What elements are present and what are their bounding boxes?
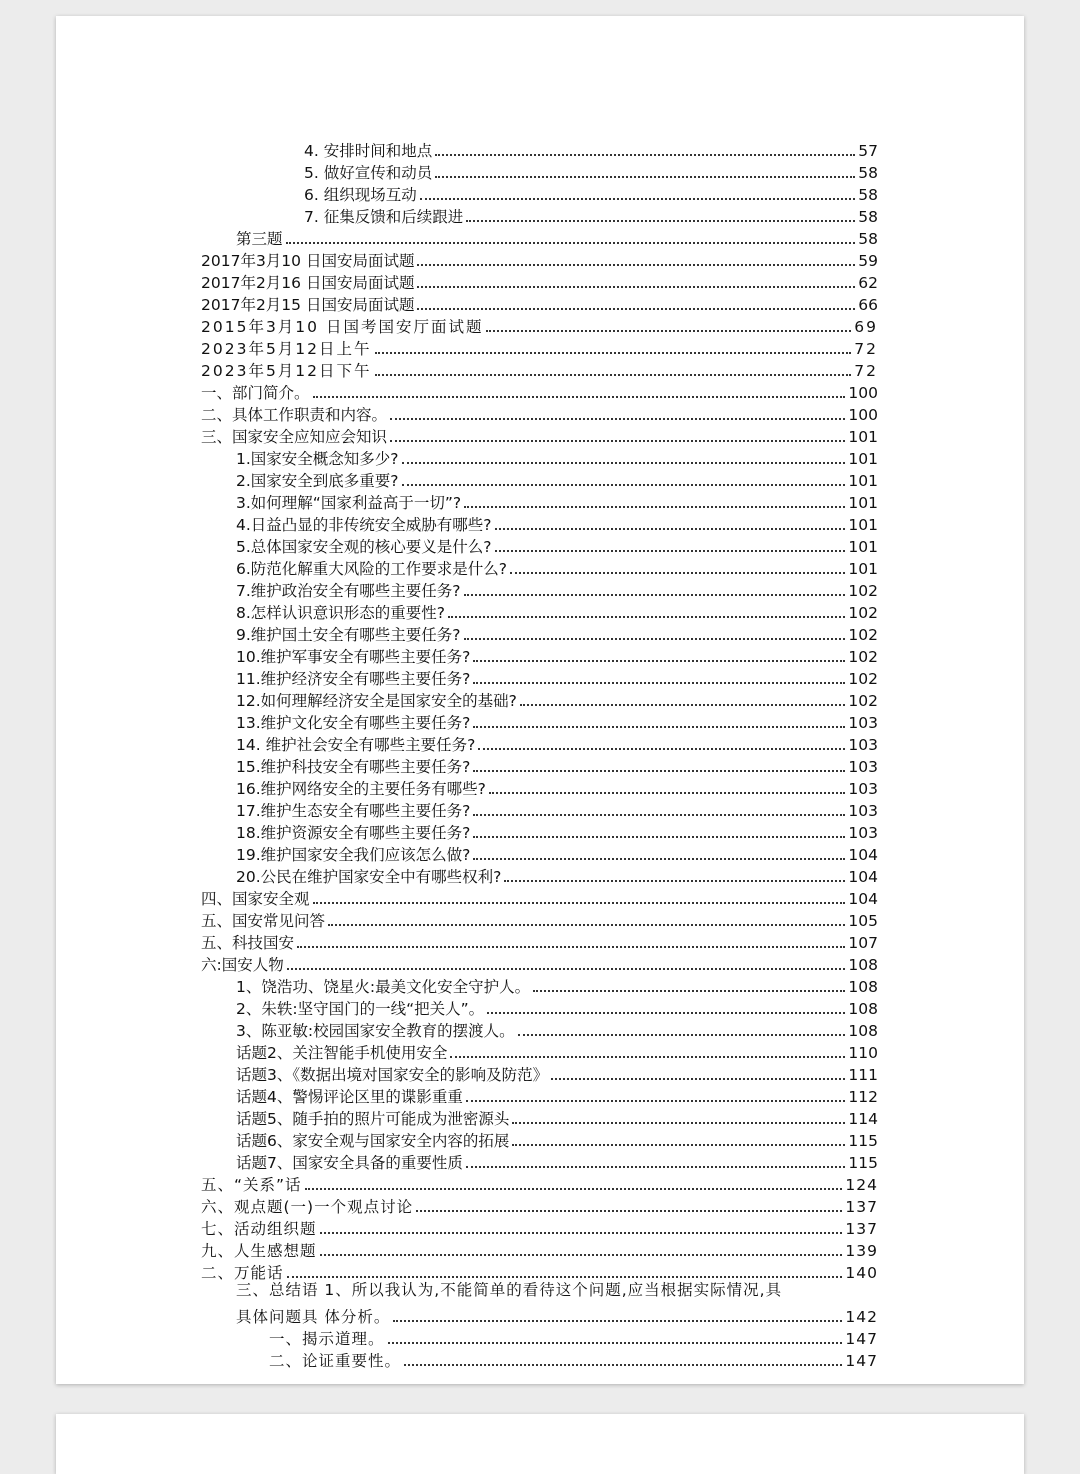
toc-entry[interactable] [201, 1195, 878, 1217]
toc-entry-page: 137 [845, 1220, 878, 1238]
toc-entry-page: 102 [848, 692, 878, 710]
toc-entry[interactable] [236, 1107, 878, 1129]
dot-leader [297, 946, 845, 948]
toc-entry-title: 话题4、警惕评论区里的谍影重重 [236, 1088, 463, 1106]
toc-entry-title: 14. 维护社会安全有哪些主要任务? [236, 736, 476, 754]
dot-leader [551, 1078, 845, 1080]
toc-entry[interactable] [236, 711, 878, 733]
toc-entry[interactable] [269, 1349, 878, 1371]
dot-leader [473, 858, 845, 860]
toc-entry[interactable] [236, 843, 878, 865]
dot-leader [287, 1276, 843, 1278]
dot-leader [286, 242, 856, 244]
document-page [56, 16, 1024, 1384]
toc-entry-title: 12.如何理解经济安全是国家安全的基础? [236, 692, 517, 710]
toc-entry-title: 9.维护国土安全有哪些主要任务? [236, 626, 461, 644]
toc-entry-title: 13.维护文化安全有哪些主要任务? [236, 714, 471, 732]
dot-leader [320, 1254, 843, 1256]
toc-entry[interactable] [236, 667, 878, 689]
toc-entry-page: 58 [858, 186, 878, 204]
toc-entry-page: 72 [854, 362, 878, 380]
toc-entry[interactable] [304, 139, 878, 161]
dot-leader [486, 330, 851, 332]
toc-entry-page: 115 [848, 1132, 878, 1150]
dot-leader [287, 968, 846, 970]
toc-entry-title: 三、国家安全应知应会知识 [201, 428, 388, 446]
toc-entry-title: 话题7、国家安全具备的重要性质 [236, 1154, 463, 1172]
toc-entry-page: 101 [848, 472, 878, 490]
toc-entry-page: 147 [845, 1352, 878, 1370]
toc-entry[interactable] [201, 403, 878, 425]
toc-entry-page: 104 [848, 846, 878, 864]
toc-entry[interactable] [201, 1217, 878, 1239]
toc-entry[interactable] [201, 1239, 878, 1261]
toc-entry-page: 108 [848, 956, 878, 974]
toc-entry-page: 114 [848, 1110, 878, 1128]
toc-entry-page: 104 [848, 868, 878, 886]
toc-entry-title: 五、“关系”话 [201, 1176, 302, 1194]
toc-entry-title: 话题3、《数据出境对国家安全的影响及防范》 [236, 1066, 549, 1084]
dot-leader [404, 1364, 842, 1366]
toc-entry-title: 九、人生感想题 [201, 1242, 317, 1260]
dot-leader [450, 1056, 845, 1058]
toc-entry-page: 107 [848, 934, 878, 952]
toc-entry-page: 72 [854, 340, 878, 358]
toc-entry-title: 六:国安人物 [201, 956, 284, 974]
dot-leader [510, 572, 845, 574]
toc-entry-title: 16.维护网络安全的主要任务有哪些? [236, 780, 486, 798]
toc-entry-title: 2、朱轶:坚守国门的一线“把关人”。 [236, 1000, 485, 1018]
toc-entry-title: 具体问题具 体分析。 [236, 1308, 391, 1326]
toc-entry-title: 3.如何理解“国家利益高于一切”? [236, 494, 462, 512]
toc-entry[interactable] [236, 755, 878, 777]
toc-entry[interactable] [201, 425, 878, 447]
dot-leader [512, 1122, 845, 1124]
toc-entry-page: 103 [848, 824, 878, 842]
dot-leader [464, 506, 845, 508]
toc-entry[interactable] [236, 1041, 878, 1063]
dot-leader [328, 924, 845, 926]
toc-entry-page: 137 [845, 1198, 878, 1216]
toc-entry[interactable] [236, 513, 878, 535]
toc-entry[interactable] [236, 227, 878, 249]
toc-entry[interactable] [236, 557, 878, 579]
toc-entry[interactable] [236, 1063, 878, 1085]
dot-leader [466, 1166, 846, 1168]
toc-entry-title: 4. 安排时间和地点 [304, 142, 433, 160]
toc-entry-page: 105 [848, 912, 878, 930]
dot-leader [464, 638, 846, 640]
dot-leader [305, 1188, 843, 1190]
toc-entry-page: 102 [848, 582, 878, 600]
toc-entry[interactable] [201, 931, 878, 953]
toc-entry-title: 10.维护军事安全有哪些主要任务? [236, 648, 471, 666]
toc-entry-page: 58 [858, 164, 878, 182]
toc-entry[interactable] [236, 1019, 878, 1041]
toc-entry[interactable] [201, 337, 878, 359]
toc-entry[interactable] [236, 1151, 878, 1173]
toc-entry[interactable] [236, 997, 878, 1019]
toc-entry-title: 8.怎样认识意识形态的重要性? [236, 604, 446, 622]
dot-leader [520, 704, 846, 706]
toc-entry[interactable] [201, 887, 878, 909]
toc-entry-title: 7. 征集反馈和后续跟进 [304, 208, 464, 226]
dot-leader [320, 1232, 843, 1234]
toc-entry-page: 102 [848, 626, 878, 644]
dot-leader [473, 770, 845, 772]
toc-entry-page: 104 [848, 890, 878, 908]
dot-leader [504, 880, 845, 882]
toc-entry-title: 6.防范化解重大风险的工作要求是什么? [236, 560, 508, 578]
dot-leader [313, 396, 846, 398]
toc-entry-title: 二、具体工作职责和内容。 [201, 406, 388, 424]
toc-entry-page: 115 [848, 1154, 878, 1172]
toc-entry-page: 108 [848, 1022, 878, 1040]
toc-entry[interactable] [269, 1327, 878, 1349]
dot-leader [313, 902, 846, 904]
dot-leader [495, 550, 846, 552]
toc-entry-title: 1、饶浩功、饶星火:最美文化安全守护人。 [236, 978, 531, 996]
toc-entry[interactable] [236, 1085, 878, 1107]
toc-entry-page: 103 [848, 802, 878, 820]
toc-entry-title: 4.日益凸显的非传统安全威胁有哪些? [236, 516, 492, 534]
toc-entry-title: 3、陈亚敏:校园国家安全教育的摆渡人。 [236, 1022, 515, 1040]
toc-entry-title: 第三题 [236, 230, 283, 248]
toc-entry-title: 四、国家安全观 [201, 890, 310, 908]
dot-leader [478, 748, 845, 750]
toc-entry-page: 101 [848, 538, 878, 556]
dot-leader [495, 528, 846, 530]
toc-entry[interactable] [236, 601, 878, 623]
toc-entry-title: 五、国安常见问答 [201, 912, 326, 930]
toc-entry[interactable] [236, 733, 878, 755]
toc-entry[interactable] [201, 249, 878, 271]
dot-leader [466, 1100, 846, 1102]
toc-entry-page: 57 [858, 142, 878, 160]
toc-entry-page: 62 [858, 274, 878, 292]
dot-leader [417, 308, 855, 310]
dot-leader [375, 374, 852, 376]
dot-leader [435, 154, 855, 156]
toc-entry-title: 6. 组织现场互动 [304, 186, 417, 204]
toc-entry-page: 103 [848, 780, 878, 798]
toc-entry-page: 108 [848, 1000, 878, 1018]
toc-entry-title: 2023年5月12日上午 [201, 340, 372, 358]
dot-leader [402, 484, 846, 486]
dot-leader [390, 440, 845, 442]
toc-entry-page: 66 [858, 296, 878, 314]
toc-entry-title: 5. 做好宣传和动员 [304, 164, 433, 182]
toc-entry-title: 20.公民在维护国家安全中有哪些权利? [236, 868, 502, 886]
dot-leader [417, 264, 855, 266]
toc-entry[interactable] [236, 975, 878, 997]
toc-entry[interactable] [236, 1129, 878, 1151]
toc-entry[interactable] [236, 645, 878, 667]
dot-leader [466, 220, 855, 222]
toc-entry-page: 142 [845, 1308, 878, 1326]
dot-leader [402, 462, 846, 464]
toc-entry-page: 111 [848, 1066, 878, 1084]
dot-leader [420, 198, 856, 200]
toc-entry[interactable] [236, 623, 878, 645]
dot-leader [473, 682, 845, 684]
toc-entry-page: 101 [848, 450, 878, 468]
toc-entry-title: 17.维护生态安全有哪些主要任务? [236, 802, 471, 820]
toc-entry-page: 103 [848, 736, 878, 754]
toc-entry[interactable] [201, 315, 878, 337]
toc-entry-title: 2015年3月10 日国考国安厅面试题 [201, 318, 484, 336]
toc-entry-page: 101 [848, 428, 878, 446]
dot-leader [390, 418, 845, 420]
toc-entry[interactable] [236, 1305, 878, 1327]
dot-leader [473, 814, 845, 816]
toc-entry-title: 话题2、关注智能手机使用安全 [236, 1044, 448, 1062]
dot-leader [388, 1342, 843, 1344]
toc-entry-title: 二、论证重要性。 [269, 1352, 402, 1370]
toc-entry-title: 2023年5月12日下午 [201, 362, 372, 380]
toc-entry-page: 58 [858, 208, 878, 226]
dot-leader [473, 660, 845, 662]
toc-entry-page: 101 [848, 494, 878, 512]
toc-entry[interactable] [201, 381, 878, 403]
dot-leader [518, 1034, 846, 1036]
toc-entry-page: 108 [848, 978, 878, 996]
toc-entry[interactable] [201, 271, 878, 293]
toc-entry[interactable] [236, 777, 878, 799]
dot-leader [487, 1012, 845, 1014]
toc-entry-title: 一、揭示道理。 [269, 1330, 385, 1348]
toc-entry-title: 19.维护国家安全我们应该怎么做? [236, 846, 471, 864]
toc-entry-page: 101 [848, 560, 878, 578]
toc-entry[interactable] [201, 1173, 878, 1195]
toc-entry-page: 124 [845, 1176, 878, 1194]
toc-entry-page: 100 [848, 384, 878, 402]
toc-entry-title: 11.维护经济安全有哪些主要任务? [236, 670, 471, 688]
toc-entry[interactable] [236, 491, 878, 513]
dot-leader [393, 1320, 842, 1322]
dot-leader [375, 352, 852, 354]
toc-entry[interactable] [236, 689, 878, 711]
toc-entry-page: 69 [854, 318, 878, 336]
toc-entry-title: 2017年2月15 日国安局面试题 [201, 296, 415, 314]
toc-entry-page: 59 [858, 252, 878, 270]
toc-entry[interactable] [201, 293, 878, 315]
toc-entry[interactable] [236, 447, 878, 469]
dot-leader [464, 594, 846, 596]
toc-entry-page: 100 [848, 406, 878, 424]
toc-entry[interactable] [236, 821, 878, 843]
toc-entry[interactable] [236, 865, 878, 887]
toc-entry-title: 一、部门简介。 [201, 384, 310, 402]
toc-entry-page: 58 [858, 230, 878, 248]
dot-leader [417, 286, 855, 288]
toc-entry-page: 147 [845, 1330, 878, 1348]
toc-entry[interactable] [201, 953, 878, 975]
table-of-contents [56, 16, 1024, 1384]
next-page [56, 1414, 1024, 1474]
toc-entry-title: 2017年2月16 日国安局面试题 [201, 274, 415, 292]
toc-entry[interactable] [304, 183, 878, 205]
toc-entry-page: 112 [848, 1088, 878, 1106]
toc-entry-page: 103 [848, 758, 878, 776]
toc-entry-page: 110 [848, 1044, 878, 1062]
toc-entry-title: 2017年3月10 日国安局面试题 [201, 252, 415, 270]
dot-leader [533, 990, 845, 992]
toc-entry-page: 139 [845, 1242, 878, 1260]
toc-entry-title: 18.维护资源安全有哪些主要任务? [236, 824, 471, 842]
dot-leader [473, 836, 845, 838]
toc-entry-page: 101 [848, 516, 878, 534]
toc-entry-title: 话题5、随手拍的照片可能成为泄密源头 [236, 1110, 510, 1128]
toc-entry-title: 二、万能话 [201, 1264, 284, 1282]
toc-entry[interactable] [201, 359, 878, 381]
dot-leader [489, 792, 846, 794]
toc-entry-title: 2.国家安全到底多重要? [236, 472, 399, 490]
toc-entry-title: 五、科技国安 [201, 934, 295, 952]
toc-entry-title: 六、观点题(一)一个观点讨论 [201, 1198, 414, 1216]
toc-entry-page: 102 [848, 648, 878, 666]
toc-entry[interactable] [236, 579, 878, 601]
toc-entry-page: 140 [845, 1264, 878, 1282]
toc-entry[interactable] [236, 799, 878, 821]
toc-entry[interactable] [236, 535, 878, 557]
dot-leader [512, 1144, 845, 1146]
toc-entry-title: 话题6、家安全观与国家安全内容的拓展 [236, 1132, 510, 1150]
toc-entry[interactable] [304, 205, 878, 227]
toc-entry[interactable] [304, 161, 878, 183]
toc-entry[interactable] [201, 909, 878, 931]
dot-leader [416, 1210, 842, 1212]
toc-wrapped-text: 三、总结语 1、所以我认为,不能简单的看待这个问题,应当根据实际情况,具 [236, 1281, 783, 1299]
toc-entry-page: 102 [848, 604, 878, 622]
toc-entry-title: 1.国家安全概念知多少? [236, 450, 399, 468]
toc-entry-title: 7.维护政治安全有哪些主要任务? [236, 582, 461, 600]
toc-entry[interactable] [236, 469, 878, 491]
dot-leader [435, 176, 855, 178]
toc-entry-page: 103 [848, 714, 878, 732]
toc-entry-page: 102 [848, 670, 878, 688]
dot-leader [448, 616, 845, 618]
dot-leader [473, 726, 845, 728]
toc-entry-title: 七、活动组织题 [201, 1220, 317, 1238]
toc-entry-title: 15.维护科技安全有哪些主要任务? [236, 758, 471, 776]
toc-entry-title: 5.总体国家安全观的核心要义是什么? [236, 538, 492, 556]
